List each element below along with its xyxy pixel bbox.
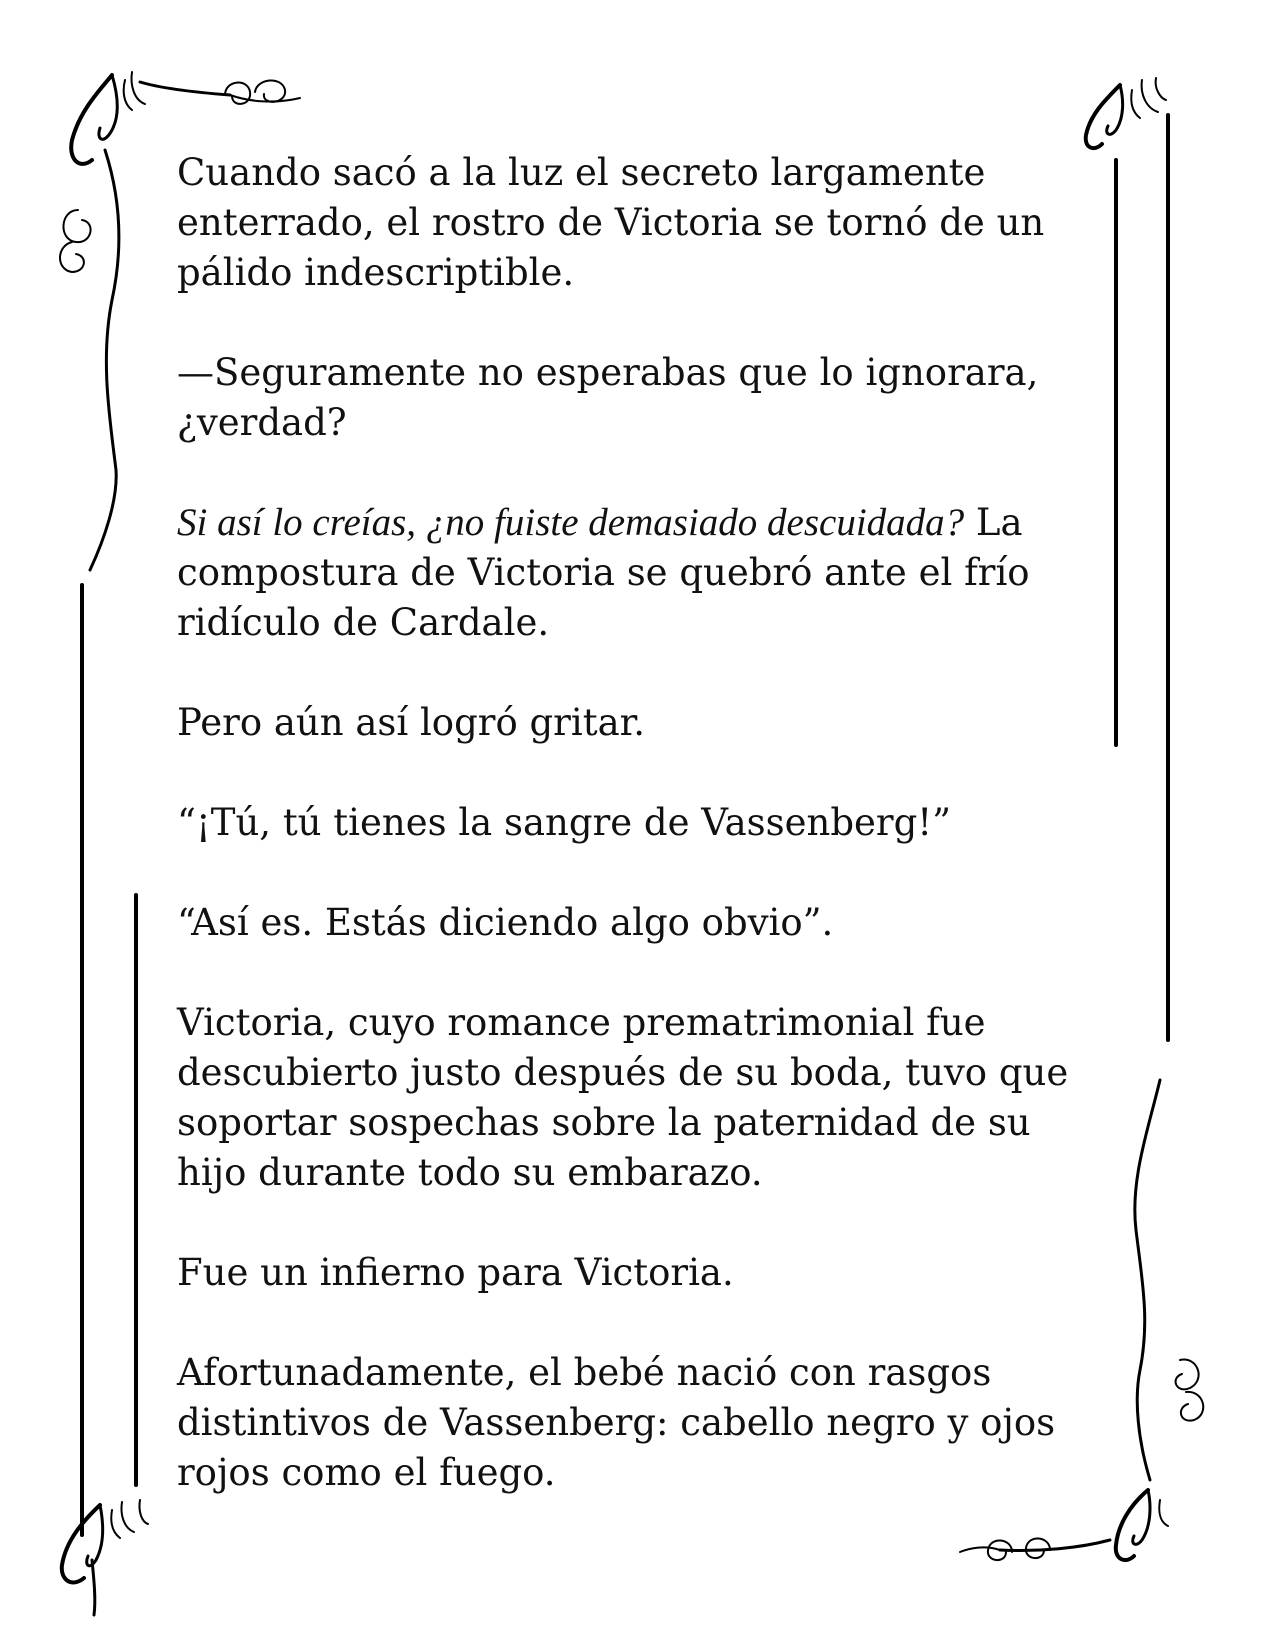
paragraph-text: Victoria, cuyo romance prematrimonial fue descubierto justo después de su boda, tuvo que soportar sospechas sobre la paternidad de su hijo durante todo su embarazo. (177, 1001, 1069, 1194)
paragraph-text: Afortunadamente, el bebé nació con rasgos distintivos de Vassenberg: cabello negro y ojos rojos como el fuego. (177, 1351, 1056, 1494)
paragraph-text: Cuando sacó a la luz el secreto largamente enterrado, el rostro de Victoria se tornó de un pálido indescriptible. (177, 151, 1045, 294)
paragraph-7 (177, 998, 1097, 1198)
paragraph-4 (177, 698, 1097, 748)
paragraph-text: Pero aún así logró gritar. (177, 701, 646, 744)
paragraph-text: “¡Tú, tú tienes la sangre de Vassenberg!” (177, 801, 952, 844)
chapter-text (177, 148, 1097, 1548)
bottom-left-flourish-icon (62, 1500, 148, 1615)
paragraph-1 (177, 148, 1097, 298)
paragraph-5 (177, 798, 1097, 848)
paragraph-text: La compostura de Victoria se quebró ante el frío ridículo de Cardale. (177, 501, 1030, 644)
paragraph-3 (177, 498, 1097, 648)
paragraph-6 (177, 898, 1097, 948)
paragraph-text: Fue un infierno para Victoria. (177, 1251, 734, 1294)
italic-thought: Si así lo creías, ¿no fuiste demasiado descuidada? (177, 501, 965, 544)
paragraph-9 (177, 1348, 1097, 1498)
paragraph-text: “Así es. Estás diciendo algo obvio”. (177, 901, 834, 944)
top-right-flourish-icon (1086, 78, 1166, 148)
paragraph-2 (177, 348, 1097, 448)
paragraph-8 (177, 1248, 1097, 1298)
paragraph-text: —Seguramente no esperabas que lo ignorara, ¿verdad? (177, 351, 1039, 444)
